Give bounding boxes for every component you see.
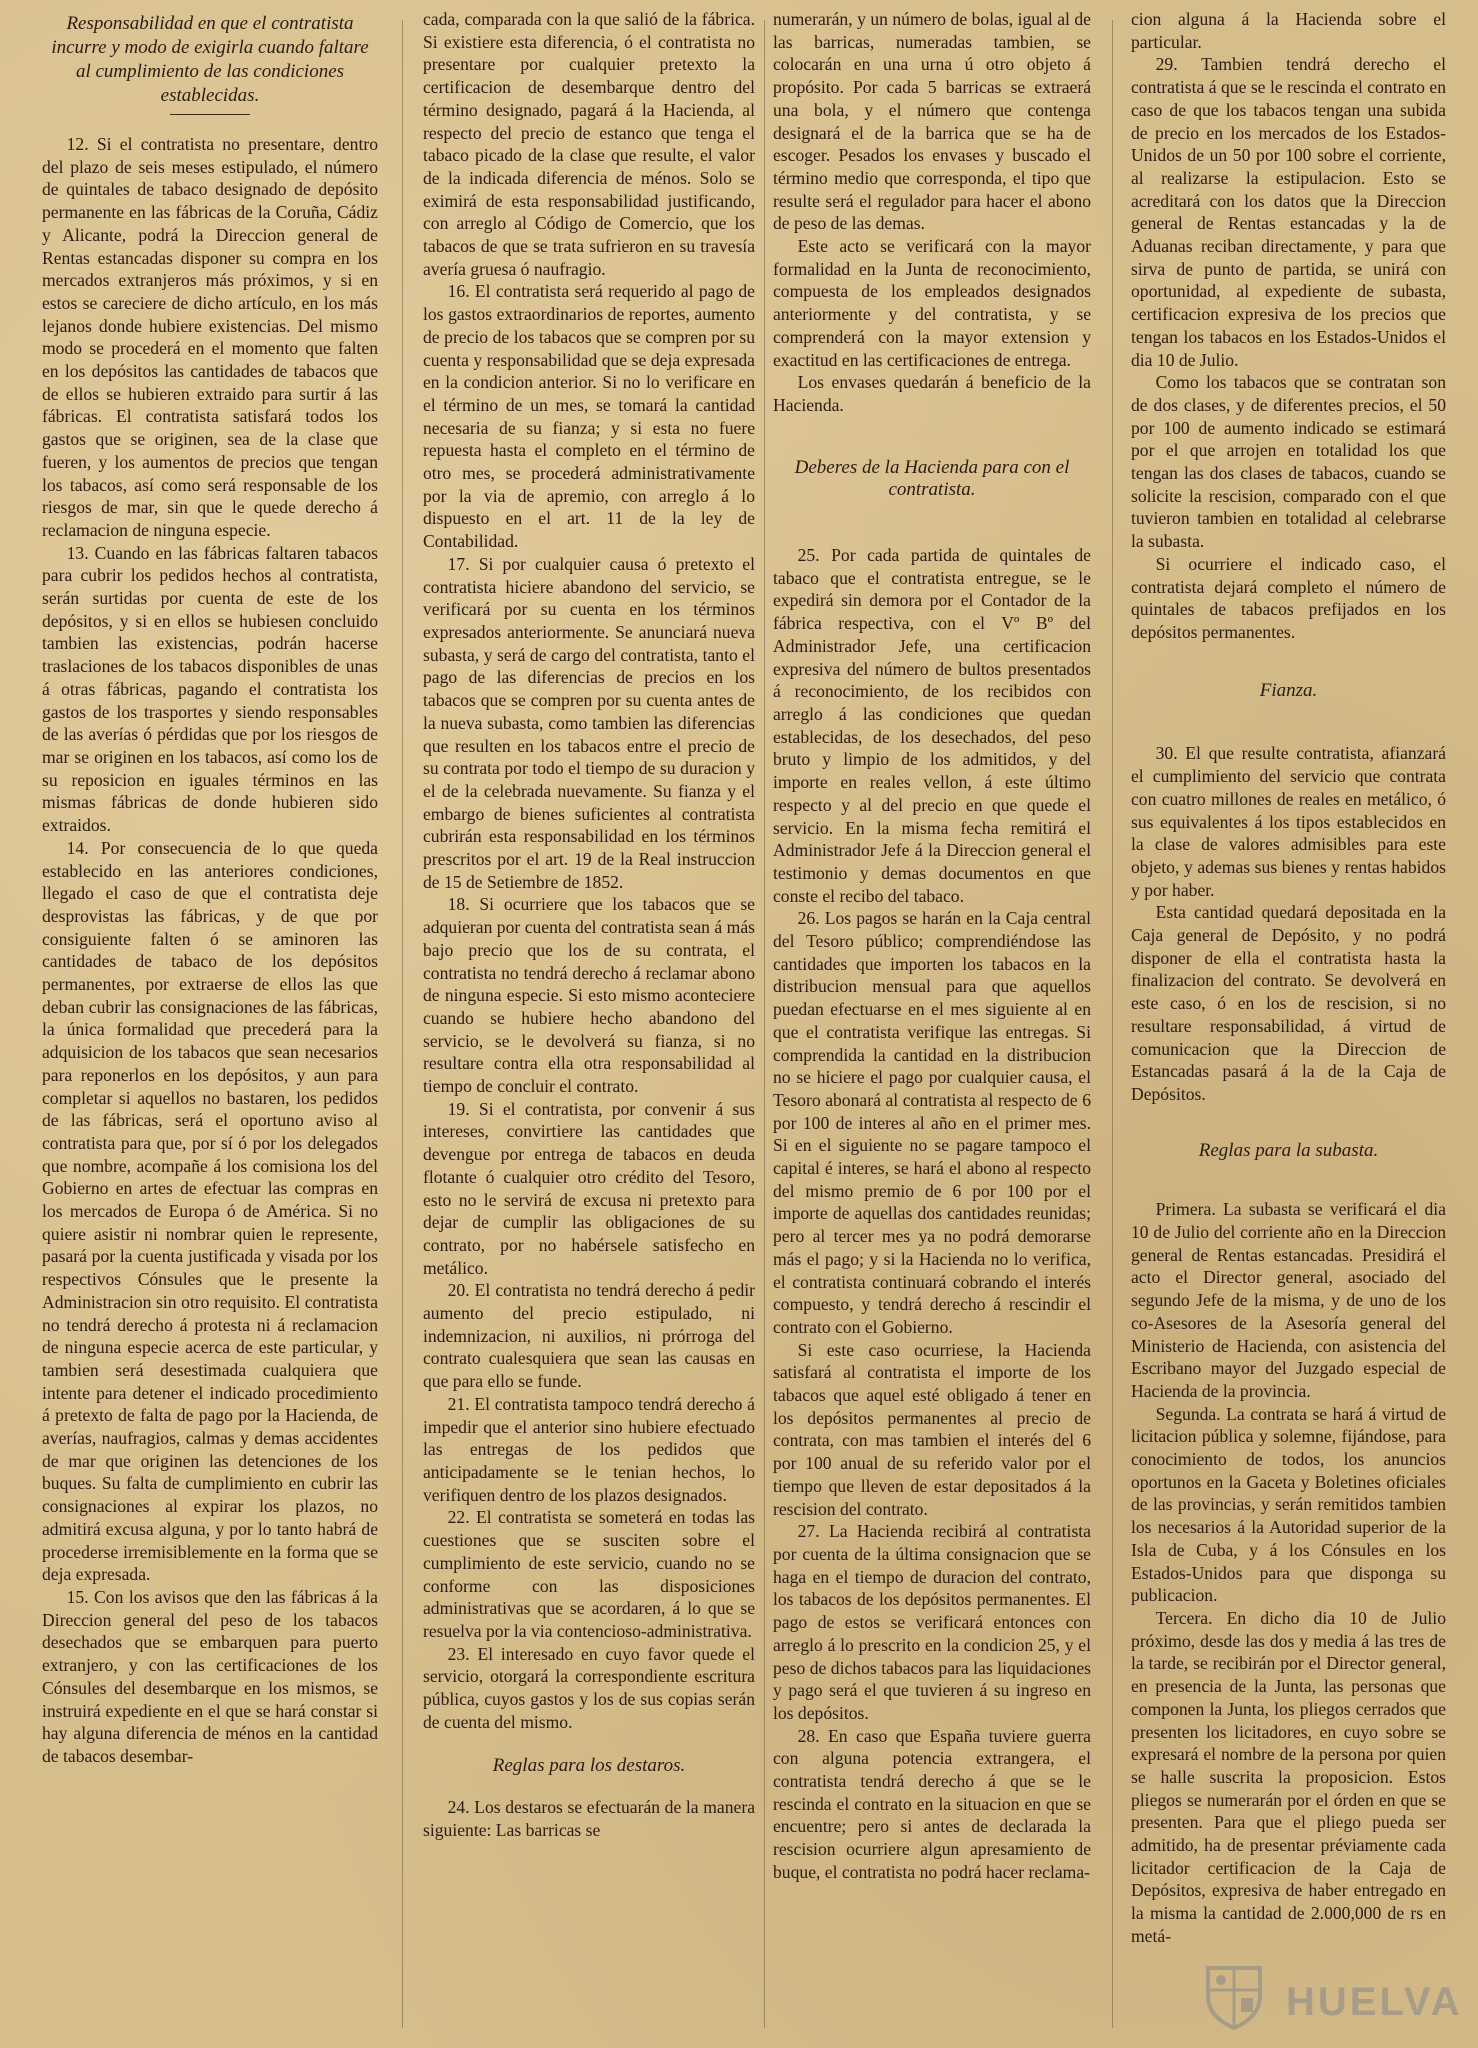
paragraph-junta: Este acto se verificará con la mayor formalidad en la Junta de reconocimiento, compuesta de los empleados designados anteriormente y del contratista, y se comprenderá con la mayor extension y exactitud en las certificaciones de entrega. — [773, 236, 1091, 370]
article-15-continued: cada, comparada con la que salió de la fábrica. Si existiere esta diferencia, ó el contratista no presentare por cualquier pretexto la certificacion de desembarque dentro del término designado, pagará á la Hacienda, al respecto del precio de estanco que tenga el tabaco picado de la clase que resulte, el valor de la indicada diferencia de ménos. Solo se eximirá de esta responsabilidad justificando, con arreglo al Código de Comercio, que los tabacos de que se trata sufrieron en su travesía avería gruesa ó naufragio. — [423, 9, 755, 279]
article-23: 23. El interesado en cuyo favor quede el servicio, otorgará la correspondiente escritura pública, cuyos gastos y los de sus copias serán de cuenta del mismo. — [423, 1643, 755, 1732]
rule-primera: Primera. La subasta se verificará el dia 10 de Julio del corriente año en la Direccion general de Rentas estancadas. Presidirá el acto el Director general, asociado del segundo Jefe de la misma, y de uno de los co-Asesores de la Asesoría general del Ministerio de Hacienda, con asistencia del Escribano mayor del Juzgado especial de Hacienda de la provincia. — [1131, 1199, 1446, 1401]
article-12: 12. Si el contratista no presentare, dentro del plazo de seis meses estipulado, el número de quintales de tabaco designado de depósito permanente en las fábricas de la Coruña, Cádiz y Alicante, podrá la Direccion general de Rentas estancadas disponer su compra en los mercados extranjeros más próximos, y si en estos se careciere de dicho artículo, en los más lejanos donde hubiere existencias. Del mismo modo se procederá en el momento que falten en los depósitos las cantidades de tabacos que de ellos se hubieren extraido para surtir á las fábricas. El contratista satisfará todos los gastos que se originen, sea de la clase que fueren, y los aumentos de precios que tengan los tabacos, así como será responsable de los riesgos de mar, sin que le quede derecho á reclamacion de ninguna especie. — [42, 134, 378, 540]
article-25: 25. Por cada partida de quintales de tabaco que el contratista entregue, se le expedirá sin demora por el Contador de la fábrica respectiva, con el Vº Bº del Administrador Jefe, una certificacion expresiva del número de bultos presentados á reconocimiento, de los recibidos con arreglo á las condiciones que quedan establecidas, de los desechados, del peso bruto y limpio de los admitidos, y del importe en reales vellon, á este último respecto y al del precio en que quede el servicio. En la misma fecha remitirá el Administrador Jefe á la Direccion general el testimonio y demas documentos en que conste el recibo del tabaco. — [773, 545, 1091, 906]
article-14: 14. Por consecuencia de lo que queda establecido en las anteriores condiciones, llegado el caso de que el contratista deje desprovistas las fábricas, y de que por consiguiente falten ó se aminoren las cantidades de tabaco de los depósitos permanentes, por extraerse de ellos las que deban cubrir las consignaciones de las fábricas, la única formalidad que precederá para la adquisicion de los tabacos que sean necesarios para reponerlos en los depósitos, y aun para completar si aquellos no bastaren, los pedidos de las fábricas, será el oportuno aviso al contratista para que, por sí ó por los delegados que nombre, acompañe á los comisiona los del Gobierno en artes de efectuar las compras en los mercados de Europa ó de América. Si no quiere asistir ni nombrar quien le represente, pasará por la cuenta justificada y visada por los respectivos Cónsules que le presente la Administracion sin otro requisito. El contratista no tendrá derecho á protesta ni á reclamacion de ninguna especie acerca de este particular, y tambien será desestimada cualquiera que intente para detener el indicado procedimiento á pretexto de falta de pago por la Hacienda, de averías, naufragios, calmas y demas accidentes de mar que originen las detenciones de los buques. Su falta de cumplimiento en cubrir las consignaciones al expirar los plazos, no admitirá excusa alguna, y por lo tanto habrá de procederse irremisiblemente en la forma que se deja expresada. — [42, 837, 378, 1585]
column-divider — [402, 20, 403, 2028]
article-28: 28. En caso que España tuviere guerra con alguna potencia extrangera, el contratista tendrá derecho á que se le rescinda el contrato en la situacion en que se encuentre; pero si antes de declarada la rescision ocurriere algun apresamiento de buque, el contratista no podrá hacer reclama- — [773, 1725, 1091, 1882]
article-22: 22. El contratista se someterá en todas las cuestiones que se susciten sobre el cumplimiento de este servicio, cuando no se conforme con las disposiciones administrativas que se acordaren, á lo que se resuelva por la via contencioso-administrativa. — [423, 1507, 755, 1641]
rule-tercera: Tercera. En dicho dia 10 de Julio próximo, desde las dos y media á las tres de la tarde, se recibirán por el Director general, en presencia de la Junta, las personas que componen la Junta, los pliegos cerrados que presenten los licitadores, en cuyo sobre se expresará el nombre de la persona por quien se halle suscrita la proposicion. Estos pliegos se numerarán por el órden en que se presenten. Para que el pliego pueda ser admitido, ha de presentar préviamente cada licitador certificacion de la Caja de Depósitos, expresiva de haber entregado en la misma la cantidad de 2.000,000 de rs en metá- — [1131, 1608, 1446, 1946]
column-divider — [1112, 20, 1113, 2028]
section-heading-responsabilidad: Responsabilidad en que el contratista incurre y modo de exigirla cuando faltare al cumplimiento de las condiciones establecidas. — [51, 13, 369, 106]
article-20: 20. El contratista no tendrá derecho á pedir aumento del precio estipulado, ni indemnizacion, ni auxilios, ni prórroga del contrato cualesquiera que sean las causas en que para ello se funde. — [423, 1280, 755, 1392]
article-29: 29. Tambien tendrá derecho el contratista á que se le rescinda el contrato en caso de que los tabacos tengan una subida de precio en los mercados de los Estados-Unidos de un 50 por 100 sobre el corriente, al realizarse la estipulacion. Esto se acreditará con los datos que la Direccion general de Rentas estancadas y la de Aduanas reciban directamente, y para que sirva de punto de partida, se unirá con oportunidad, al expediente de subasta, certificacion expresiva de los precios que tengan los tabacos en los Estados-Unidos el dia 10 de Julio. — [1131, 54, 1446, 370]
paragraph-rescision: Si este caso ocurriese, la Hacienda satisfará al contratista el importe de los tabacos que aquel esté obligado á tener en los depósitos permanentes al precio de contrata, con mas tambien el interés del 6 por 100 anual de su referido valor por el tiempo que lleven de estar depositados á la rescision del contrato. — [773, 1339, 1091, 1519]
article-30: 30. El que resulte contratista, afianzará el cumplimiento del servicio que contrata con cuatro millones de reales en metálico, ó sus equivalentes á los tipos establecidos en la clase de valores admisibles para este objeto, y ademas sus bienes y rentas habidos y por haber. — [1131, 743, 1446, 900]
section-heading-deberes: Deberes de la Hacienda para con el contratista. — [794, 456, 1070, 501]
article-24-continued: numerarán, y un número de bolas, igual al de las barricas, numeradas tambien, se colocarán en una urna ú otro objeto á propósito. Por cada 5 barricas se extraerá una bola, y el número que contenga designará el de la barrica que se ha de escoger. Pesados los envases y buscado el término medio que corresponda, el tipo que resulte será el regulador para hacer el abono de peso de las demas. — [773, 9, 1091, 234]
column-3 — [773, 8, 1091, 2038]
column-divider — [764, 20, 765, 2028]
section-heading-fianza: Fianza. — [1259, 679, 1318, 701]
heading-rule — [170, 114, 250, 115]
article-15: 15. Con los avisos que den las fábricas á la Direccion general del peso de los tabacos desechados que se embarquen para puerto extranjero, y con las certificaciones de los Cónsules del desembarque en los mismos, se instruirá expediente en el que se hará constar si hay alguna diferencia de ménos en la cantidad de tabacos desembar- — [42, 1587, 378, 1766]
section-heading-destaros: Reglas para los destaros. — [492, 1755, 686, 1777]
column-1 — [42, 8, 378, 2038]
column-4 — [1131, 8, 1446, 2038]
rule-segunda: Segunda. La contrata se hará á virtud de licitacion pública y solemne, fijándose, para conocimiento de todos, los anuncios oportunos en la Gaceta y Boletines oficiales de las provincias, y serán remitidos tambien los necesarios á la Autoridad superior de la Isla de Cuba, y á los Cónsules en los Estados-Unidos para que disponga su publicacion. — [1131, 1403, 1446, 1606]
article-26: 26. Los pagos se harán en la Caja central del Tesoro público; comprendiéndose las cantidades que importen los tabacos en la distribucion mensual para que aquellos puedan efectuarse en el mes siguiente al en que el contratista verifique las entregas. Si comprendida la cantidad en la distribucion no se hiciere el pago por cualquier causa, el Tesoro abonará al contratista al respecto de 6 por 100 de interes al año en el primer mes. Si en el siguiente no se pagare tampoco el capital é interes, se hará el abono al respecto del mismo premio de 6 por 100 por el importe de aquellas dos cantidades reunidas; pero al tercer mes ya no podrá demorarse más el pago; y si la Hacienda no lo verifica, el contratista continuará cobrando el interés compuesto, y tendrá derecho á rescindir el contrato con el Gobierno. — [773, 908, 1091, 1337]
watermark-text: HUELVA — [1286, 1980, 1463, 2024]
section-heading-reglas-subasta: Reglas para la subasta. — [1198, 1139, 1379, 1161]
article-19: 19. Si el contratista, por convenir á sus intereses, convirtiere las cantidades que devengue por entrega de tabacos en deuda flotante ó cualquier otro crédito del Tesoro, esto no le servirá de excusa ni pretexto para dejar de cumplir las obligaciones de su contrato, por no habérsele satisfecho en metálico. — [423, 1098, 755, 1278]
article-13: 13. Cuando en las fábricas faltaren tabacos para cubrir los pedidos hechos al contratista, serán surtidas por cuenta de este de los depósitos, y si en ellos se hubiesen concluido tambien las existencias, podrán hacerse traslaciones de los tabacos disponibles de unas á otras fábricas, pagando el contratista los gastos de los trasportes y siendo responsables de las averías ó pérdidas que por los riesgos de mar se originen en los tabacos, así como los de su reposicion en iguales términos en las mismas fábricas de donde hubieren sido extraidos. — [42, 542, 378, 836]
column-2 — [423, 8, 755, 2038]
article-28-continued: cion alguna á la Hacienda sobre el particular. — [1131, 9, 1446, 52]
paragraph-envases: Los envases quedarán á beneficio de la Hacienda. — [773, 372, 1091, 415]
article-16: 16. El contratista será requerido al pago de los gastos extraordinarios de reportes, aumento de precio de los tabacos que se compren por su cuenta y responsabilidad que se deja expresada en la condicion anterior. Si no lo verificare en el término de un mes, se tomará la cantidad necesaria de su fianza; y si esta no fuere repuesta hasta el completo en el término de otro mes, se procederá administrativamente por la via de apremio, con arreglo á lo dispuesto en el art. 11 de la ley de Contabilidad. — [423, 281, 755, 552]
article-21: 21. El contratista tampoco tendrá derecho á impedir que el anterior sino hubiere efectuado las entregas de los pedidos que anticipadamente se le tenian hechos, lo verifiquen dentro de los plazos designados. — [423, 1393, 755, 1505]
article-24: 24. Los destaros se efectuarán de la manera siguiente: Las barricas se — [423, 1797, 755, 1840]
article-17: 17. Si por cualquier causa ó pretexto el contratista hiciere abandono del servicio, se verificará por su cuenta en los términos expresados anteriormente. Se anunciará nueva subasta, y será de cargo del contratista, tanto el pago de las diferencias de precios en los tabacos que se compren por su cuenta antes de la nueva subasta, como tambien las diferencias que resulten en los tabacos entre el precio de su contrata por todo el tiempo de su duracion y el de la celebrada nuevamente. Su fianza y el embargo de bienes suficientes al contratista cubrirán esta responsabilidad en los términos prescritos por el art. 19 de la Real instruccion de 15 de Setiembre de 1852. — [423, 553, 755, 892]
article-27: 27. La Hacienda recibirá al contratista por cuenta de la última consignacion que se haga en el tiempo de duracion del contrato, los tabacos de los depósitos permanentes. El pago de estos se verificará entonces con arreglo á lo prescrito en la condicion 25, y el peso de dichos tabacos para las liquidaciones y pago será el que tuvieren á su ingreso en los depósitos. — [773, 1521, 1091, 1723]
paragraph-deposito: Esta cantidad quedará depositada en la Caja general de Depósito, y no podrá disponer de ella el contratista hasta la finalizacion del contrato. Se devolverá en este caso, ó en los de rescision, si no resultare responsabilidad, á virtud de comunicacion que la Direccion de Estancadas pasará á la de la Caja de Depósitos. — [1131, 902, 1446, 1104]
paragraph-clases: Como los tabacos que se contratan son de dos clases, y de diferentes precios, el 50 por 100 de aumento indicado se estimará por el que arrojen en totalidad los que tengan las dos clases de tabacos, cuando se solicite la rescision, comparado con el que tuvieron tambien en totalidad al celebrarse la subasta. — [1131, 372, 1446, 552]
article-18: 18. Si ocurriere que los tabacos que se adquieran por cuenta del contratista sean á más bajo precio que los de su contrata, el contratista no tendrá derecho á reclamar abono de ninguna especie. Si esto mismo aconteciere cuando se hubiere hecho abandono del servicio, se le devolverá su fianza, si no resultare contra ella otra responsabilidad al tiempo de concluir el contrato. — [423, 894, 755, 1097]
archive-watermark — [1190, 1960, 1463, 2030]
coat-of-arms-icon — [1194, 1960, 1274, 2030]
paragraph-ocurriere: Si ocurriere el indicado caso, el contratista dejará completo el número de quintales de tabacos prefijados en los depósitos permanentes. — [1131, 553, 1446, 642]
